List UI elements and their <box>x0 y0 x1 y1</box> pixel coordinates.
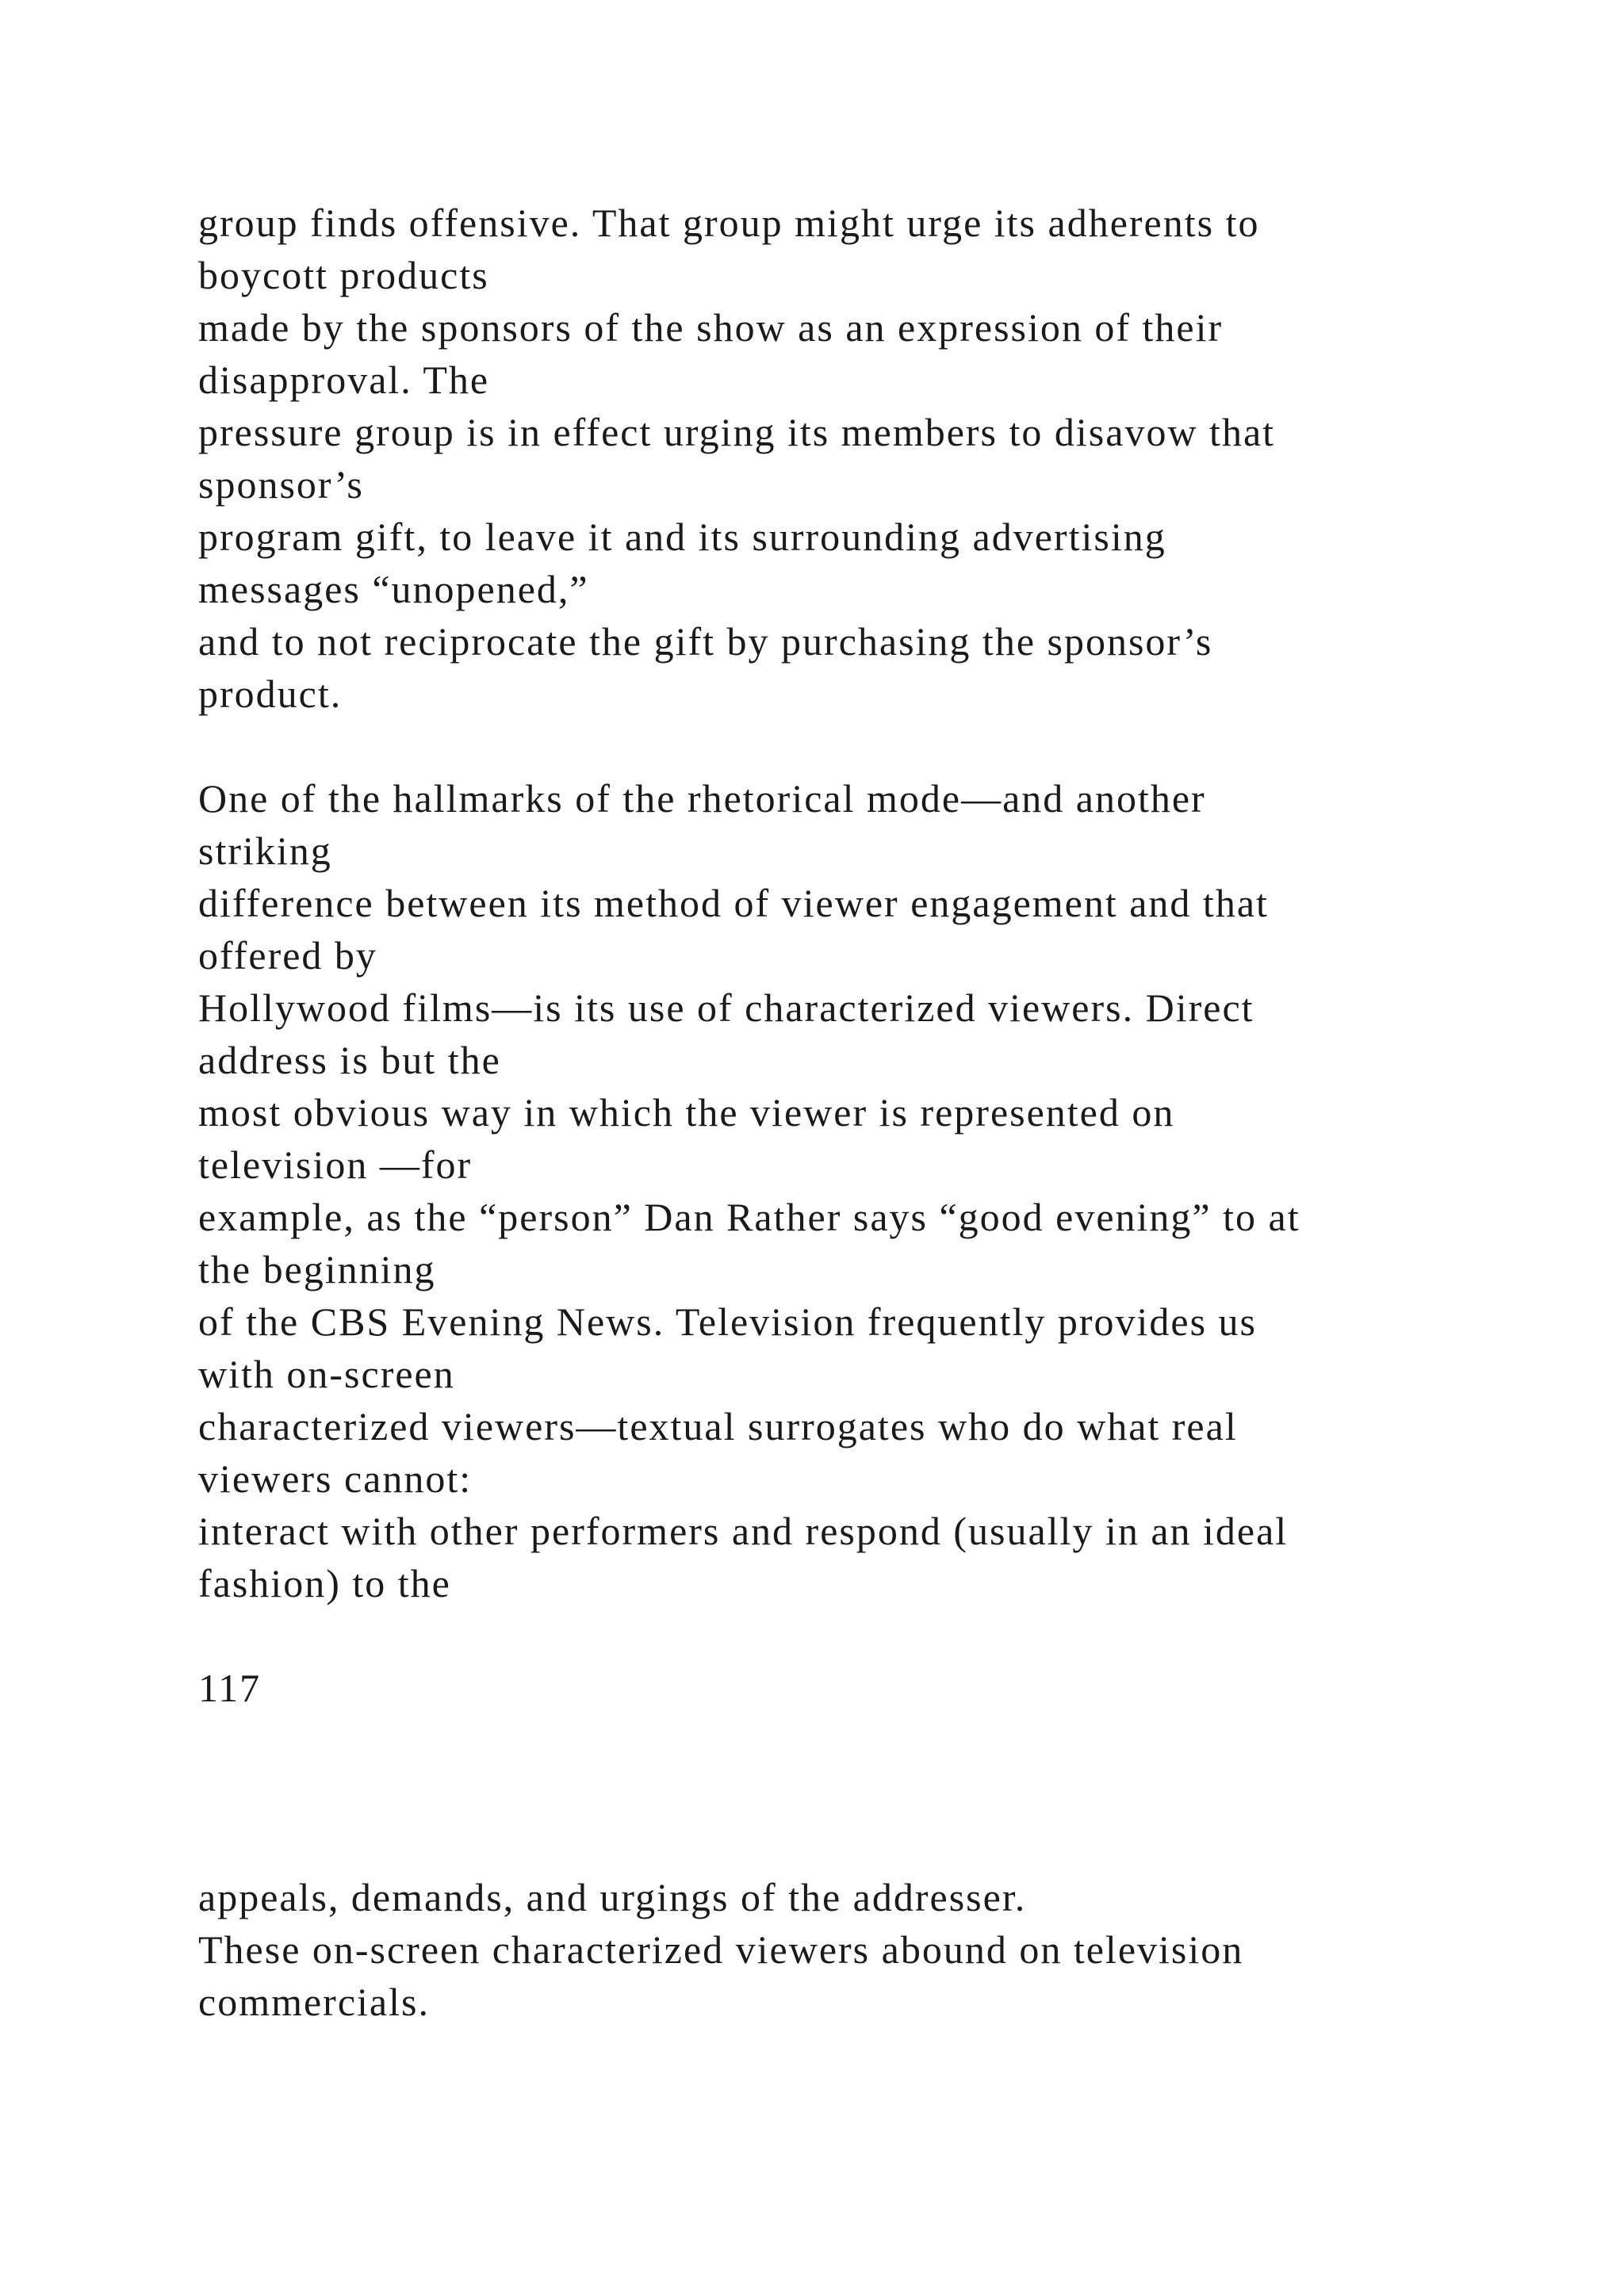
text-line: product. <box>198 672 343 716</box>
text-line: interact with other performers and respond (usually in an ideal <box>198 1509 1289 1553</box>
text-line: address is but the <box>198 1038 501 1082</box>
text-line: group finds offensive. That group might urge its adherents to <box>198 201 1260 245</box>
paragraph-boycott <box>198 197 1546 720</box>
text-line: example, as the “person” Dan Rather says “good evening” to at <box>198 1195 1300 1239</box>
page-number-text: 117 <box>198 1666 262 1710</box>
text-line: and to not reciprocate the gift by purchasing the sponsor’s <box>198 619 1213 664</box>
text-line: pressure group is in effect urging its members to disavow that <box>198 410 1276 454</box>
text-line: These on-screen characterized viewers abound on television <box>198 1927 1244 1972</box>
paragraph-characterized-viewers <box>198 772 1546 1609</box>
text-line: appeals, demands, and urgings of the addresser. <box>198 1875 1027 1919</box>
text-line: with on-screen <box>198 1352 455 1396</box>
text-line: viewers cannot: <box>198 1456 473 1501</box>
text-line: television —for <box>198 1142 473 1187</box>
text-line: made by the sponsors of the show as an expression of their <box>198 305 1224 350</box>
text-line: striking <box>198 828 332 873</box>
text-line: fashion) to the <box>198 1561 451 1605</box>
text-line: One of the hallmarks of the rhetorical mode—and another <box>198 776 1206 821</box>
paragraph-commercials <box>198 1871 1546 2028</box>
text-line: disapproval. The <box>198 358 490 402</box>
text-line: most obvious way in which the viewer is represented on <box>198 1090 1175 1135</box>
text-line: sponsor’s <box>198 462 364 507</box>
text-line: difference between its method of viewer engagement and that <box>198 881 1269 925</box>
text-line: offered by <box>198 933 377 978</box>
text-line: commercials. <box>198 1980 430 2024</box>
text-line: program gift, to leave it and its surrounding advertising <box>198 515 1166 559</box>
text-line: characterized viewers—textual surrogates who do what real <box>198 1404 1238 1448</box>
text-line: Hollywood films—is its use of characterized viewers. Direct <box>198 985 1254 1030</box>
page-number <box>198 1662 1546 1714</box>
text-line: of the CBS Evening News. Television frequently provides us <box>198 1299 1258 1344</box>
text-line: boycott products <box>198 253 489 297</box>
text-line: messages “unopened,” <box>198 567 589 611</box>
text-line: the beginning <box>198 1247 436 1292</box>
